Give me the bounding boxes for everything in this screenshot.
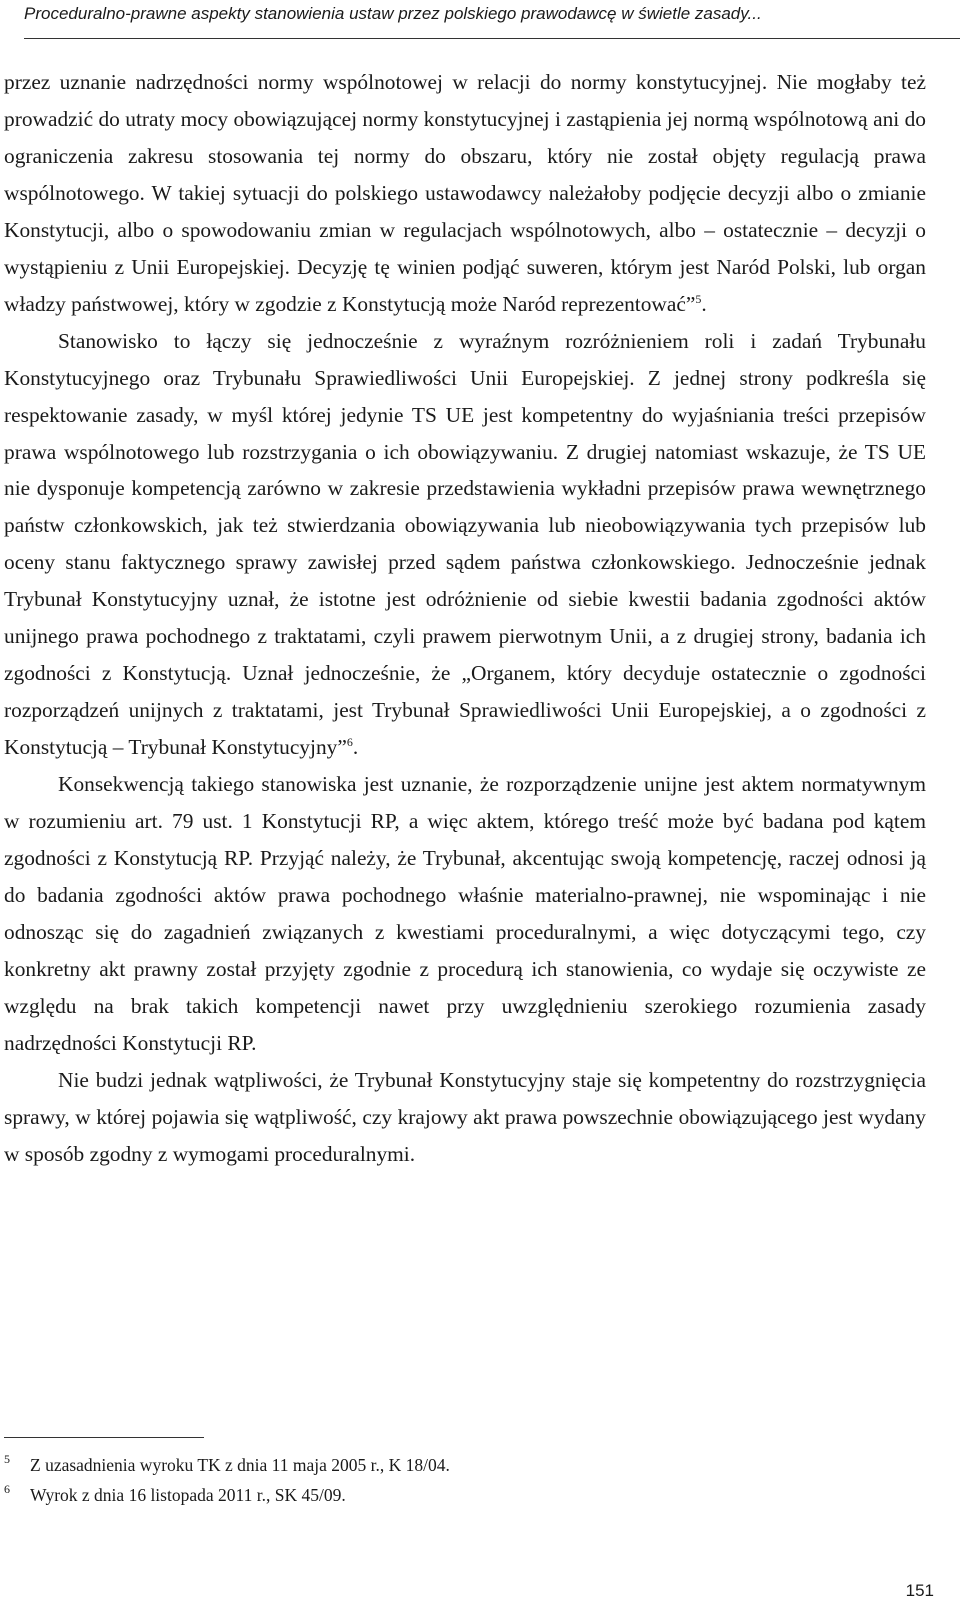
running-title: Proceduralno-prawne aspekty stanowienia ustaw przez polskiego prawodawcę w świetle zasady... xyxy=(24,4,762,23)
paragraph-1-end: . xyxy=(701,291,707,316)
paragraph-2-end: . xyxy=(352,735,359,760)
paragraph-4: Nie budzi jednak wątpliwości, że Trybunał Konstytucyjny staje się kompetentny do rozstrzygnięcia sprawy, w której pojawia się wątpliwość, czy krajowy akt prawa powszechnie obowiązującego jest wydany w sposób zgodny z wymogami proceduralnymi. xyxy=(4,1067,926,1166)
footnote-ref-5[interactable]: 5 xyxy=(695,291,702,306)
running-header xyxy=(0,0,960,42)
main-text xyxy=(4,64,926,1173)
footnote-number: 6 xyxy=(4,1482,10,1496)
paragraph-1-text: przez uznanie nadrzędności normy wspólnotowej w relacji do normy konstytucyjnej. Nie mogłaby też prowadzić do utraty mocy obowiązującej normy konstytucyjnej i zastąpienia jej normą wspólnotową ani do ograniczenia zakresu stosowania tej normy do obszaru, który nie został objęty regulacją prawa wspólnotowego. W takiej sytuacji do polskiego ustawodawcy należałoby podjęcie decyzji albo o zmianie Konstytucji, albo o spowodowaniu zmian w regulacjach wspólnotowych, albo – ostatecznie – decyzji o wystąpieniu z Unii Europejskiej. Decyzję tę winien podjąć suweren, którym jest Naród Polski, lub organ władzy państwowej, który w zgodzie z Konstytucją może Naród reprezentować” xyxy=(4,70,926,316)
footnote-rule xyxy=(4,1437,204,1438)
paragraph-2-text: Stanowisko to łączy się jednocześnie z wyraźnym rozróżnieniem roli i zadań Trybunału Konstytucyjnego oraz Trybunału Sprawiedliwości Unii Europejskiej. Z jednej strony podkreśla się respektowanie zasady, w myśl której jedynie TS UE jest kompetentny do wyjaśniania treści przepisów prawa wspólnotowego lub rozstrzygania o ich obowiązywaniu. Z drugiej natomiast wskazuje, że TS UE nie dysponuje kompetencją zarówno w zakresie przedstawienia wykładni przepisów prawa wewnętrznego państw członkowskich, jak też stwierdzania obowiązywania lub nieobowiązywania tych przepisów lub oceny stanu faktycznego sprawy zawisłej przed sądem państwa członkowskiego. Jednocześnie jednak Trybunał Konstytucyjny uznał, że istotne jest odróżnienie od siebie kwestii badania zgodności aktów unijnego prawa pochodnego z traktatami, czyli prawem pierwotnym Unii, a z drugiej strony, badania ich zgodności z Konstytucją. Uznał jednocześnie, że „Organem, który decyduje ostatecznie o zgodności rozporządzeń unijnych z traktatami, jest Trybunał Sprawiedliwości Unii Europejskiej, a o zgodności z Konstytucją – Trybunał Konstytucyjny” xyxy=(4,328,926,760)
page-number: 151 xyxy=(905,1581,934,1600)
paragraph-1 xyxy=(4,64,926,323)
footnote-number: 5 xyxy=(4,1452,10,1466)
header-rule xyxy=(24,38,960,39)
footnote-text: Wyrok z dnia 16 listopada 2011 r., SK 45/09. xyxy=(30,1485,346,1505)
footnotes xyxy=(4,1454,924,1514)
footnote-6 xyxy=(4,1484,924,1514)
footnote-text: Z uzasadnienia wyroku TK z dnia 11 maja 2005 r., K 18/04. xyxy=(30,1455,450,1475)
footnote-ref-6[interactable]: 6 xyxy=(346,735,353,750)
paragraph-3: Konsekwencją takiego stanowiska jest uznanie, że rozporządzenie unijne jest aktem normatywnym w rozumieniu art. 79 ust. 1 Konstytucji RP, a więc aktem, którego treść może być badana pod kątem zgodności z Konstytucją RP. Przyjąć należy, że Trybunał, akcentując swoją kompetencję, raczej odnosi ją do badania zgodności aktów prawa pochodnego właśnie materialno-prawnej, nie wspominając i nie odnosząc się do zagadnień związanych z kwestiami proceduralnymi, a więc dotyczącymi tego, czy konkretny akt prawny został przyjęty zgodnie z procedurą ich stanowienia, co wydaje się oczywiste ze względu na brak takich kompetencji nawet przy uwzględnieniu szerokiego rozumienia zasady nadrzędności Konstytucji RP. xyxy=(4,772,926,1055)
paragraph-2 xyxy=(4,323,926,766)
footnote-5 xyxy=(4,1454,924,1484)
